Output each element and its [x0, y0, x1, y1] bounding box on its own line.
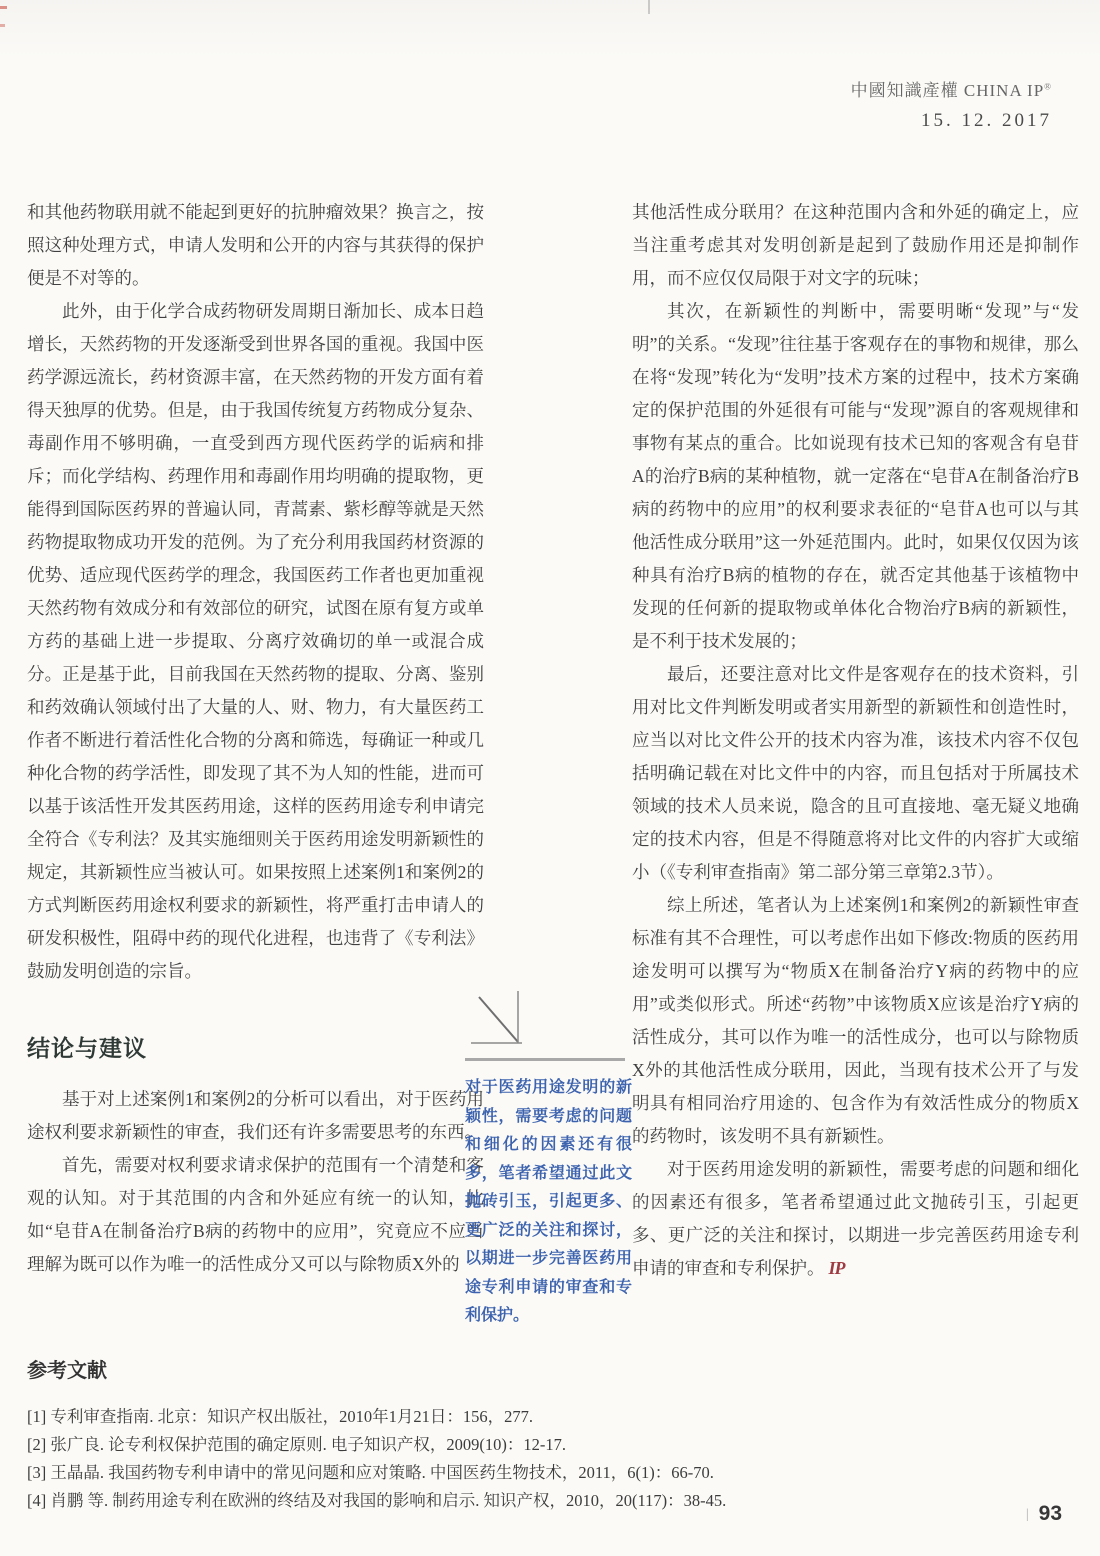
issue-date: 15. 12. 2017 [921, 110, 1052, 131]
body-paragraph: 基于对上述案例1和案例2的分析可以看出，对于医药用途权利要求新颖性的审查，我们还有许多需要思考的东西。 [27, 1089, 484, 1142]
ip-end-mark: IP [828, 1258, 845, 1278]
section-heading: 结论与建议 [27, 1035, 147, 1061]
reference-item: [2] 张广良. 论专利权保护范围的确定原则. 电子知识产权，2009(10)：12-17. [27, 1435, 566, 1454]
references-heading: 参考文献 [27, 1360, 107, 1382]
references-section [27, 1354, 1047, 1515]
page-footer [1026, 1502, 1062, 1526]
left-column [27, 196, 484, 1281]
paragraph-text: 对于医药用途发明的新颖性，需要考虑的问题和细化的因素还有很多，笔者希望通过此文抛砖引玉，引起更多、更广泛的关注和探讨，以期进一步完善医药用途专利申请的审查和专利保护。 [632, 1159, 1079, 1278]
registered-trademark-symbol: ® [1044, 81, 1052, 92]
body-paragraph: 和其他药物联用就不能起到更好的抗肿瘤效果？换言之，按照这种处理方式，申请人发明和公开的内容与其获得的保护便是不对等的。 [27, 202, 484, 288]
print-registration-mark [0, 6, 7, 9]
arrow-corner-icon [465, 991, 630, 1047]
print-registration-mark [0, 24, 5, 27]
reference-item: [4] 肖鹏 等. 制药用途专利在欧洲的终结及对我国的影响和启示. 知识产权，2010，20(117)：38-45. [27, 1491, 727, 1510]
reference-item: [3] 王晶晶. 我国药物专利申请中的常见问题和应对策略. 中国医药生物技术，2011，6(1)：66-70. [27, 1463, 714, 1482]
scan-artifact-mark [648, 0, 650, 14]
pull-quote-text: 对于医药用途发明的新颖性，需要考虑的问题和细化的因素还有很多，笔者希望通过此文抛砖引玉，引起更多、更广泛的关注和探讨，以期进一步完善医药用途专利申请的审查和专利保护。 [465, 1079, 632, 1324]
right-column [632, 196, 1079, 1285]
body-paragraph: 此外，由于化学合成药物研发周期日渐加长、成本日趋增长，天然药物的开发逐渐受到世界各国的重视。我国中医药学源远流长，药材资源丰富，在天然药物的开发方面有着得天独厚的优势。但是，由于我国传统复方药物成分复杂、毒副作用不够明确，一直受到西方现代医药学的诟病和排斥；而化学结构、药理作用和毒副作用均明确的提取物，更能得到国际医药界的普遍认同，青蒿素、紫杉醇等就是天然药物提取物成功开发的范例。为了充分利用我国药材资源的优势、适应现代医药学的理念，我国医药工作者也更加重视天然药物有效成分和有效部位的研究，试图在原有复方或单方药的基础上进一步提取、分离疗效确切的单一或混合成分。正是基于此，目前我国在天然药物的提取、分离、鉴别和药效确认领域付出了大量的人、财、物力，有大量医药工作者不断进行着活性化合物的分离和筛选，每确证一种或几种化合物的药学活性，即发现了其不为人知的性能，进而可以基于该活性开发其医药用途，这样的医药用途专利申请完全符合《专利法？及其实施细则关于医药用途发明新颖性的规定，其新颖性应当被认可。如果按照上述案例1和案例2的方式判断医药用途权利要求的新颖性，将严重打击申请人的研发积极性，阻碍中药的现代化进程，也违背了《专利法》鼓励发明创造的宗旨。 [27, 301, 484, 981]
publication-name-text: 中國知識產權 CHINA IP [850, 81, 1045, 100]
body-paragraph: 首先，需要对权利要求请求保护的范围有一个清楚和客观的认知。对于其范围的内含和外延应有统一的认知，比如“皂苷A在制备治疗B病的药物中的应用”，究竟应不应当理解为既可以作为唯一的活性成分又可以与除物质X外的 [27, 1155, 484, 1274]
divider-rule [465, 1058, 625, 1061]
body-paragraph: 最后，还要注意对比文件是客观存在的技术资料，引用对比文件判断发明或者实用新型的新颖性和创造性时，应当以对比文件公开的技术内容为准，该技术内容不仅包括明确记载在对比文件中的内容，而且包括对于所属技术领域的技术人员来说，隐含的且可直接地、毫无疑义地确定的技术内容，但是不得随意将对比文件的内容扩大或缩小（《专利审查指南》第二部分第三章第2.3节）。 [632, 664, 1079, 882]
reference-item: [1] 专利审查指南. 北京：知识产权出版社，2010年1月21日：156，277. [27, 1407, 533, 1426]
body-paragraph: 其他活性成分联用？在这种范围内含和外延的确定上，应当注重考虑其对发明创新是起到了鼓励作用还是抑制作用，而不应仅仅局限于对文字的玩味； [632, 202, 1079, 288]
page-number: 93 [1038, 1502, 1062, 1525]
body-paragraph: 其次，在新颖性的判断中，需要明晰“发现”与“发明”的关系。“发现”往往基于客观存在的事物和规律，那么在将“发现”转化为“发明”技术方案的过程中，技术方案确定的保护范围的外延很有可能与“发现”源自的客观规律和事物有某点的重合。比如说现有技术已知的客观含有皂苷A的治疗B病的某种植物，就一定落在“皂苷A在制备治疗B病的药物中的应用”的权利要求表征的“皂苷A也可以与其他活性成分联用”这一外延范围内。此时，如果仅仅因为该种具有治疗B病的植物的存在，就否定其他基于该植物中发现的任何新的提取物或单体化合物治疗B病的新颖性，是不利于技术发展的； [632, 301, 1079, 651]
publication-name [851, 76, 1052, 101]
body-paragraph [632, 1153, 1079, 1285]
page-number-divider: | [1025, 1507, 1029, 1522]
pull-quote-block [465, 991, 632, 1331]
body-paragraph: 综上所述，笔者认为上述案例1和案例2的新颖性审查标准有其不合理性，可以考虑作出如下修改:物质的医药用途发明可以撰写为“物质X在制备治疗Y病的药物中的应用”或类似形式。所述“药物”中该物质X应该是治疗Y病的活性成分，其可以作为唯一的活性成分，也可以与除物质X外的其他活性成分联用，因此，当现有技术公开了与发明具有相同治疗用途的、包含作为有效活性成分的物质X的药物时，该发明不具有新颖性。 [632, 895, 1079, 1146]
page-header [851, 76, 1052, 132]
